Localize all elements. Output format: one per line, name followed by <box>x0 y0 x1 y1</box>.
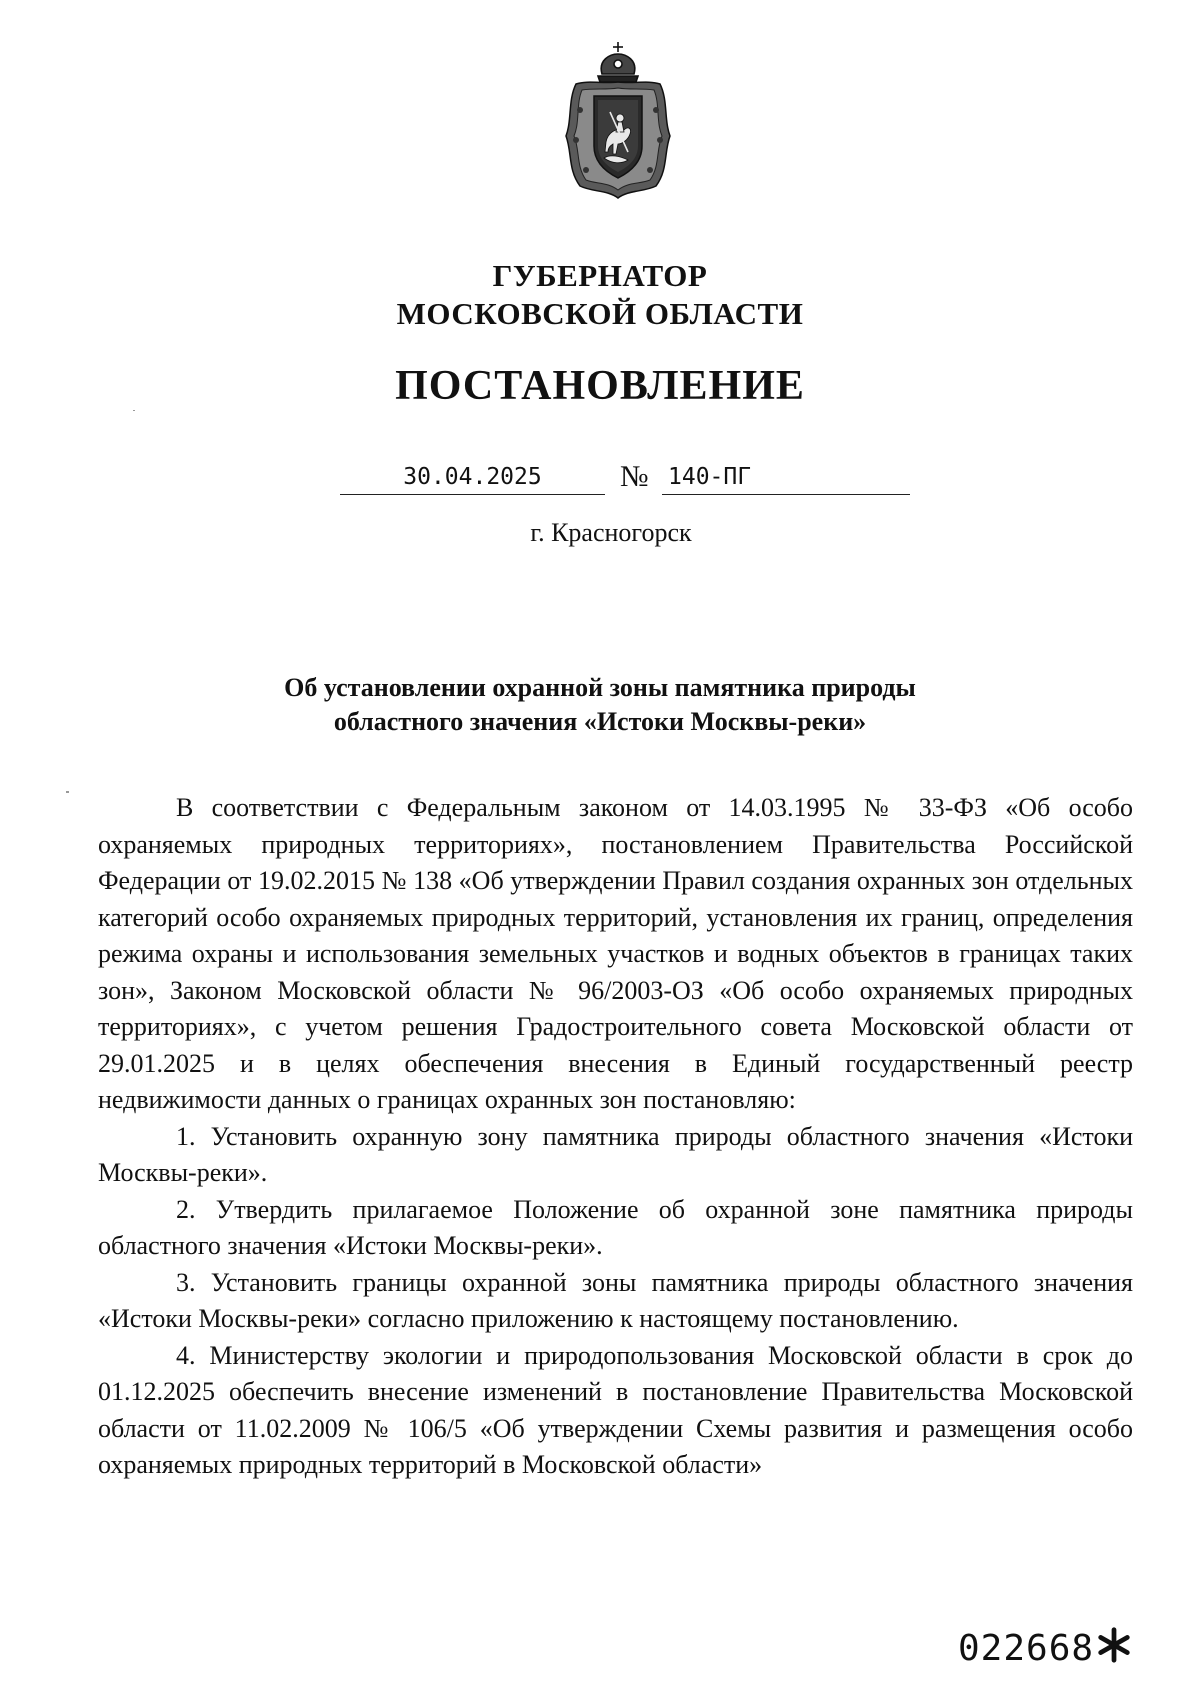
document-number-field <box>662 460 910 495</box>
scan-speck <box>66 791 69 793</box>
number-sign: № <box>620 460 649 493</box>
preamble-paragraph: В соответствии с Федеральным законом от 14.03.1995 № 33-ФЗ «Об особо охраняемых природных территориях», постановлением Правительства Российской Федерации от 19.02.2015 № 138 «Об утверждении Правил создания охранных зон отдельных категорий особо охраняемых природных территорий, установления их границ, определения режима охраны и использования земельных участков и водных объектов в границах таких зон», Законом Московской области № 96/2003-ОЗ «Об особо охраняемых природных территориях», с учетом решения Градостроительного совета Московской области от 29.01.2025 и в целях обеспечения внесения в Единый государственный реестр недвижимости данных о границах охранных зон постановляю: <box>98 793 1133 1114</box>
asterisk-icon <box>1095 1626 1133 1664</box>
authority-title-line1: ГУБЕРНАТОР <box>492 258 708 293</box>
subject-line2: областного значения «Истоки Москвы-реки» <box>333 707 867 736</box>
document-date: 30.04.2025 <box>340 460 605 495</box>
scan-speck <box>133 410 135 411</box>
clause-2: 2. Утвердить прилагаемое Положение об охранной зоне памятника природы областного значения «Истоки Москвы-реки». <box>98 1194 1133 1260</box>
subject-line1: Об установлении охранной зоны памятника природы <box>284 673 916 702</box>
document-type-title: ПОСТАНОВЛЕНИЕ <box>395 363 805 409</box>
issue-city: г. Красногорск <box>530 518 692 547</box>
clause-4: 4. Министерству экологии и природопользования Московской области в срок до 01.12.2025 обеспечить внесение изменений в постановление Правительства Московской области от 11.02.2009 № 106/5 «Об утверждении Схемы развития и размещения особо охраняемых природных территорий в Московской области» <box>98 1340 1133 1479</box>
registration-line <box>340 460 910 500</box>
document-number: 140-ПГ <box>668 464 752 490</box>
clause-1: 1. Установить охранную зону памятника природы областного значения «Истоки Москвы-реки». <box>98 1121 1133 1187</box>
moscow-oblast-coat-of-arms-icon <box>558 40 678 200</box>
clause-3: 3. Установить границы охранной зоны памятника природы областного значения «Истоки Москвы-реки» согласно приложению к настоящему постановлению. <box>98 1267 1133 1333</box>
document-body <box>98 790 1133 1484</box>
form-serial-number: 022668 <box>958 1628 1095 1669</box>
authority-title-line2: МОСКОВСКОЙ ОБЛАСТИ <box>396 296 804 331</box>
